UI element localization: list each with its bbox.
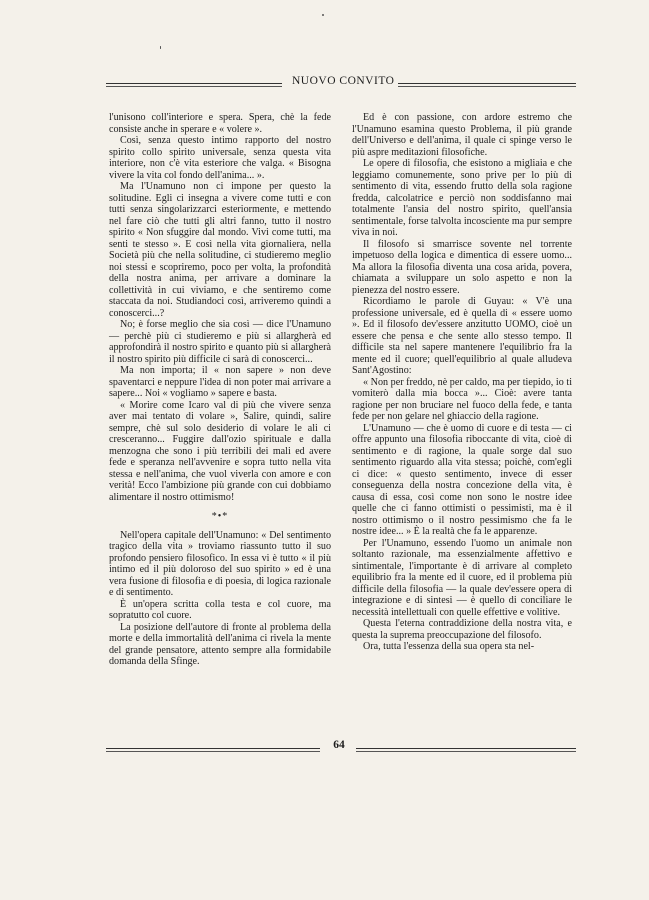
paragraph: Così, senza questo intimo rapporto del nostro spirito collo spirito universale, senza questa vita interiore, non c'è vita esteriore che valga. « Bisogna vivere la vita col fondo dell'anima... ». [109, 135, 331, 181]
paragraph: Ora, tutta l'essenza della sua opera sta nel- [363, 641, 535, 652]
header-rule-left [106, 83, 282, 84]
paragraph: l'unisono coll'interiore e spera. Spera, chè la fede consiste anche in sperare e « volere ». [109, 112, 331, 135]
print-speck [160, 46, 161, 49]
print-speck [322, 14, 324, 16]
page-footer [106, 739, 576, 763]
footer-rule-left [106, 748, 320, 749]
paragraph: Le opere di filosofia, che esistono a migliaia e che leggiamo comunemente, sono prive per lo più di sentimento di vita, essendo frutto della sola ragione fredda, calcolatrice e perciò non soddisfanno mai totalmente l'ansia del nostro spirito, quell'ansia sentimentale, forse talvolta incosciente ma pur sempre viva in noi. [352, 158, 572, 238]
paragraph: Per l'Unamuno, essendo l'uomo un animale non soltanto razionale, ma essenzialmente affettivo e sintimentale, l'importante è di arrivare al completo equilibrio fra la mente ed il cuore, ed il problema più difficile della filosofia — la quale dev'essere opera di integrazione e di sintesi — è quello di conciliare le necessità intellettuali con quelle effettive e volitive. [352, 537, 572, 618]
right-column [352, 112, 572, 653]
paragraph: Ma non importa; il « non sapere » non deve spaventarci e neppure l'idea di non poter mai arrivare a sapere... Noi « vogliamo » sapere e basta. [109, 365, 331, 399]
footer-rule-right [356, 748, 576, 749]
page-number: 64 [333, 739, 345, 751]
paragraph: Questa l'eterna contraddizione della nostra vita, e questa la suprema preoccupazione del filosofo. [352, 618, 572, 641]
paragraph: Ricordiamo le parole di Guyau: « V'è una professione universale, ed è quella di « essere uomo ». Ed il filosofo dev'essere anzitutto UOMO, cioè un essere che pensa e che sente allo stesso tempo. Il difficile sta nel sapere mantenere l'equilibrio fra la mente ed il cuore; quell'equilibrio al quale alludeva Sant'Agostino: [352, 296, 572, 376]
paragraph: Nell'opera capitale dell'Unamuno: « Del sentimento tragico della vita » troviamo riassunto tutto il suo profondo pensiero filosofico. In essa vi è tutto « il più intimo ed il più doloroso del suo spirito » ed è una vera fusione di filosofia e di poesia, di logica razionale e di sentimento. [109, 529, 331, 598]
paragraph: La posizione dell'autore di fronte al problema della morte e della immortalità dell'anima ci rivela la mente del grande pensatore, attento sempre alla formidabile domanda della Sfinge. [109, 621, 331, 667]
section-separator: *•* [211, 511, 229, 522]
paragraph: No; è forse meglio che sia così — dice l'Unamuno — perchè più ci studieremo e più si allargherà ed approfondirà il nostro spirito e quanto più si allargherà il nostro spirito più difficile ci sarà di conoscerci... [109, 319, 331, 365]
paragraph: L'Unamuno — che è uomo di cuore e di testa — ci offre appunto una filosofia riboccante di vita, cioè di sentimento e di ragione, la quale sorge dal suo sentimento riguardo alla vita stessa; poichè, com'egli ci dice: « questo sentimento, invece di esser conseguenza della nostra concezione della vita, è causa di essa, così come non sono le nostre idee quelle che ci fanno ottimisti o pessimisti, ma è il nostro ottimismo o il nostro pessimismo che fa le nostre idee... » È la realtà che fa le apparenze. [352, 422, 572, 537]
header-rule-right [398, 83, 576, 84]
paragraph: « Morire come Icaro val di più che vivere senza aver mai tentato di volare », Salire, quindi, salire sempre, chè sul solo desiderio di volare le ali ci cresceranno... Fuggire dall'ozio spirituale e dalla menzogna che sono i più terribili dei mali ed avere fede e speranza nell'avvenire e sopra tutto nella vita stessa e nell'anima, che vuol viverla con amore e con verità! Ecco l'ambizione più grande con cui dobbiamo alimentare il nostro ottimismo! [109, 399, 331, 503]
quotation-paragraph: « Non per freddo, nè per caldo, ma per tiepido, io ti vomiterò dalla mia bocca »... Cioè: avere tanta ragione per non bruciare nel fuoco della fede, e tanta fede per non gelare nel ghiaccio della ragione. [352, 376, 572, 422]
left-column [109, 112, 331, 668]
running-header [106, 74, 576, 94]
paragraph: Ed è con passione, con ardore estremo che l'Unamuno esamina questo Problema, il più grande dell'Universo e dell'anima, il quale ci spinge verso le più aspre meditazioni filosofiche. [352, 112, 572, 158]
paragraph: Ma l'Unamuno non ci impone per questo la solitudine. Egli ci insegna a vivere come tutti e con tutti senza singolarizzarci esteriormente, e mettendo nel fare ciò che tutti gli altri fanno, tutto il nostro spirito « Non sfuggire dal mondo. Vivi come tutti, ma senti te stesso ». E così nella vita giornaliera, nella Società più che nella solitudine, ci studieremo meglio noi stessi e scopriremo, poco per volta, la profondità della nostra anima, per arrivare a dominare la collettività in cui viviamo, e che sentiremo come staccata da noi. Studiandoci così, arriveremo quindi a conoscerci...? [109, 181, 331, 319]
paragraph: È un'opera scritta colla testa e col cuore, ma sopratutto col cuore. [109, 598, 331, 621]
paragraph: Il filosofo si smarrisce sovente nel torrente impetuoso della logica e dimentica di essere uomo... Ma allora la filosofia diventa una cosa arida, povera, chiamata a sviluppare un solo aspetto e non la pienezza del nostro essere. [352, 238, 572, 296]
journal-title: NUOVO CONVITO [292, 75, 395, 87]
